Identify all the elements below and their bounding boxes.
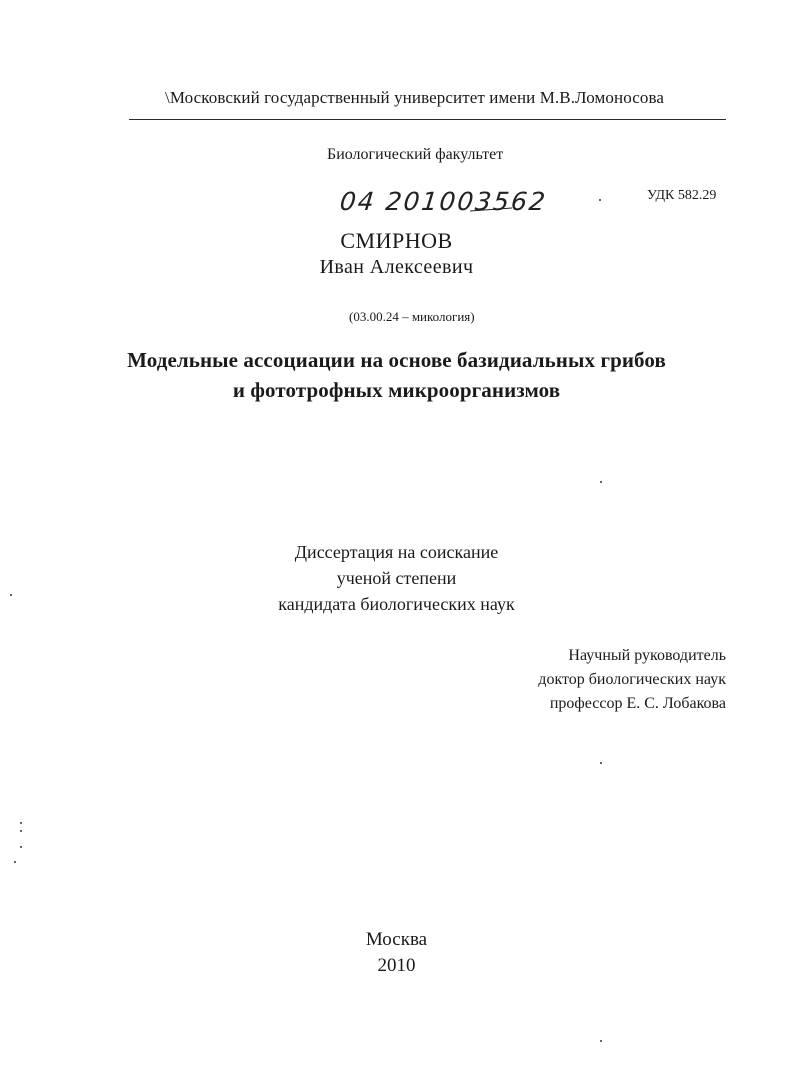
scan-speck	[20, 846, 22, 848]
dissertation-title	[0, 345, 793, 405]
degree-line-2: ученой степени	[336, 568, 457, 588]
scan-speck	[10, 594, 12, 596]
handwritten-registration-number: 04 201003562	[338, 187, 549, 216]
supervisor-line-1: Научный руководитель	[568, 647, 726, 664]
supervisor-block	[538, 644, 726, 716]
scan-speck	[20, 830, 22, 832]
title-line-2: и фототрофных микроорганизмов	[232, 378, 561, 402]
specialty-code: (03.00.24 – микология)	[349, 309, 475, 324]
author-name: Иван Алексеевич	[319, 256, 474, 278]
degree-line-3: кандидата биологических наук	[278, 594, 515, 614]
scan-speck	[599, 199, 601, 201]
header-rule	[129, 119, 726, 120]
degree-line-1: Диссертация на соискание	[294, 542, 499, 562]
supervisor-line-3: профессор Е. С. Лобакова	[549, 695, 726, 712]
supervisor-line-2: доктор биологических наук	[538, 671, 726, 688]
scan-speck	[14, 861, 16, 863]
scan-speck	[20, 822, 22, 824]
city: Москва	[365, 929, 428, 950]
degree-statement	[0, 539, 793, 617]
scan-speck	[600, 1040, 602, 1042]
title-line-1: Модельные ассоциации на основе базидиальных грибов	[127, 348, 666, 372]
scan-speck	[600, 762, 602, 764]
udk-code: УДК 582.29	[647, 188, 717, 203]
author-surname: СМИРНОВ	[340, 228, 453, 253]
year: 2010	[377, 955, 416, 976]
scan-speck	[600, 481, 602, 483]
university-name: \Московский государственный университет имени М.В.Ломоносова	[165, 88, 665, 107]
faculty-name: Биологический факультет	[327, 146, 504, 163]
